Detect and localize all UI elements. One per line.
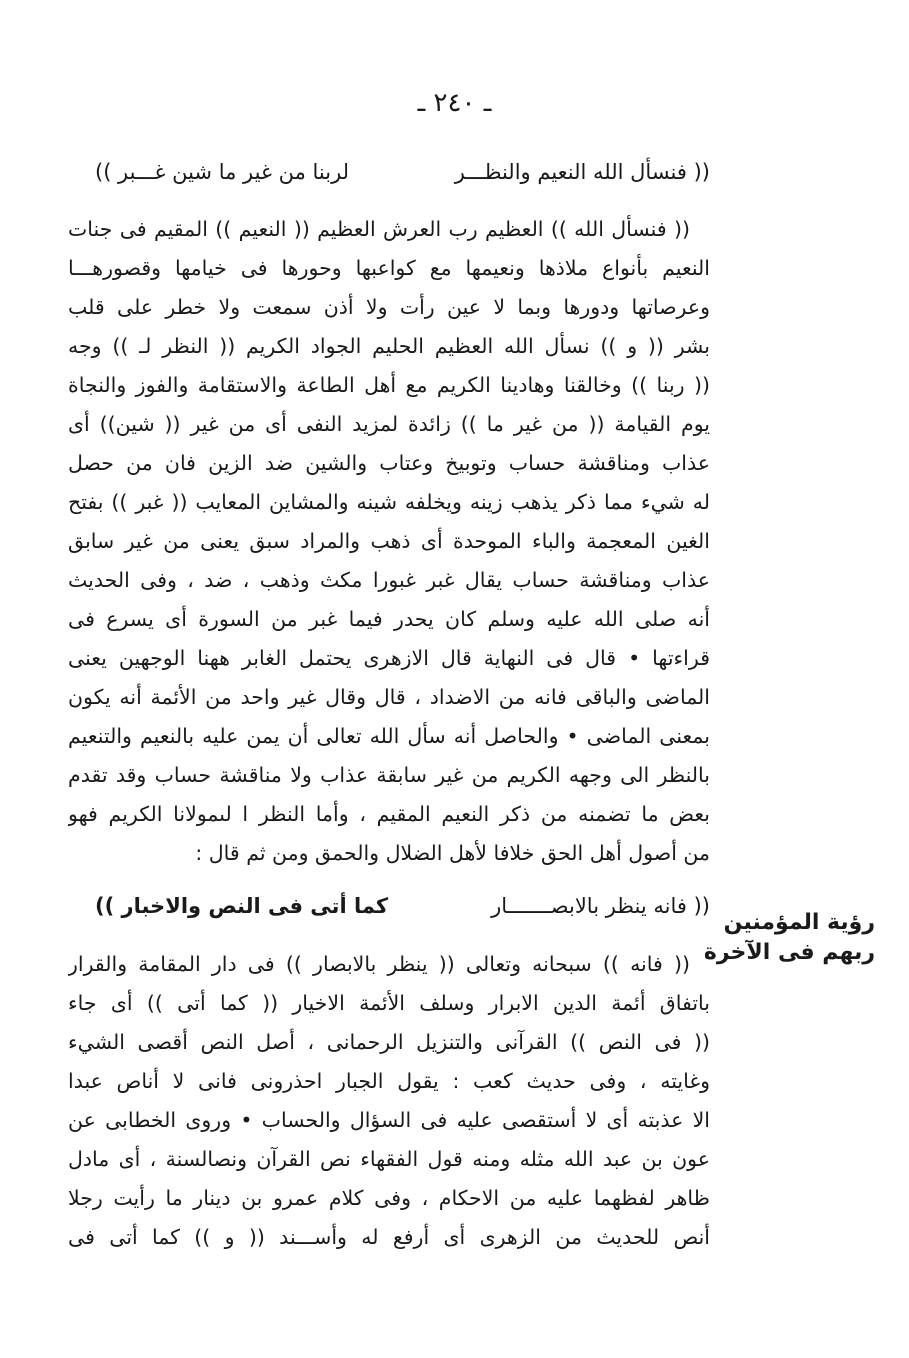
paragraph-line: باتفاق أئمة الدين الابرار وسلف الأئمة الاخيار (( كما أتى )) أى جاء	[68, 991, 710, 1015]
paragraph-line: بمعنى الماضى • والحاصل أنه سأل الله تعالى أن يمن عليه بالنعيم والتنعيم	[68, 724, 710, 748]
paragraph-line: له شيء مما ذكر يذهب زينه ويخلفه شينه والمشاين المعايب (( غبر )) بفتح	[68, 490, 710, 514]
verse-1-first-hemistich: (( فنسأل الله النعيم والنظـــر	[454, 160, 710, 184]
commentary-paragraph-2	[68, 945, 710, 1257]
paragraph-line: الغين المعجمة والباء الموحدة أى ذهب والمراد سبق يعنى من غير سابق	[68, 529, 710, 553]
paragraph-line: ظاهر لفظهما عليه من الاحكام ، وفى كلام عمرو بن دينار ما رأيت رجلا	[68, 1186, 710, 1210]
margin-heading-line: ربهم فى الآخرة	[703, 940, 875, 965]
page-number: ـ ٢٤٠ ـ	[417, 88, 492, 118]
paragraph-line: (( ربنا )) وخالقنا وهادينا الكريم مع أهل الطاعة والاستقامة والفوز والنجاة	[68, 373, 710, 397]
verse-line-2	[95, 886, 710, 926]
paragraph-line: النعيم بأنواع ملاذها ونعيمها مع كواعبها وحورها فى خيامها وقصورهـــا	[68, 256, 710, 280]
paragraph-line: عون بن عبد الله مثله ومنه قول الفقهاء نص القرآن ونصالسنة ، أى مادل	[68, 1147, 710, 1171]
verse-2-first-hemistich: (( فانه ينظر بالابصـــــــار	[491, 894, 710, 918]
verse-line-1	[95, 152, 710, 192]
commentary-paragraph-1	[68, 210, 710, 873]
paragraph-line: أنص للحديث من الزهرى أى أرفع له وأســـند (( و )) كما أتى فى	[68, 1225, 710, 1249]
paragraph-line: قراءتها • قال فى النهاية قال الازهرى يحتمل الغابر ههنا الوجهين يعنى	[68, 646, 710, 670]
paragraph-line: أنه صلى الله عليه وسلم كان يحدر فيما غبر من السورة أى يسرع فى	[68, 607, 710, 631]
paragraph-line: (( فنسأل الله )) العظيم رب العرش العظيم (( النعيم )) المقيم فى جنات	[68, 217, 690, 241]
paragraph-line: (( فى النص )) القرآنى والتنزيل الرحمانى ، أصل النص أقصى الشيء	[68, 1030, 710, 1054]
paragraph-line: عذاب ومناقشة حساب وتوبيخ وعتاب والشين ضد الزين فان من حصل	[68, 451, 710, 475]
paragraph-line: بعض ما تضمنه من ذكر النعيم المقيم ، وأما النظر ا لىمولانا الكريم فهو	[68, 802, 710, 826]
paragraph-line: وغايته ، وفى حديث كعب : يقول الجبار احذرونى فانى لا أناص عبدا	[68, 1069, 710, 1093]
paragraph-line: الا عذبته أى لا أستقصى عليه فى السؤال والحساب • وروى الخطابى عن	[68, 1108, 710, 1132]
paragraph-line: بالنظر الى وجهه الكريم من غير سابقة عذاب ولا مناقشة حساب وقد تقدم	[68, 763, 710, 787]
paragraph-line: من أصول أهل الحق خلافا لأهل الضلال والحمق ومن ثم قال :	[195, 841, 710, 865]
paragraph-line: (( فانه )) سبحانه وتعالى (( ينظر بالابصار )) فى دار المقامة والقرار	[68, 952, 690, 976]
paragraph-line: الماضى والباقى فانه من الاضداد ، قال وقال غير واحد من الأئمة أنه يكون	[68, 685, 710, 709]
verse-2-second-hemistich: كما أتى فى النص والاخبار ))	[95, 894, 389, 918]
paragraph-line: وعرصاتها ودورها وبما لا عين رأت ولا أذن سمعت ولا خطر على قلب	[68, 295, 710, 319]
paragraph-line: عذاب ومناقشة حساب يقال غبر غبورا مكث وذهب ، ضد ، وفى الحديث	[68, 568, 710, 592]
margin-heading-line: رؤية المؤمنين	[723, 910, 875, 935]
margin-heading	[703, 908, 875, 968]
paragraph-line: بشر (( و )) نسأل الله العظيم الحليم الجواد الكريم (( النظر لـ )) وجه	[68, 334, 710, 358]
verse-1-second-hemistich: لربنا من غير ما شين غـــبر ))	[95, 160, 350, 184]
paragraph-line: يوم القيامة (( من غير ما )) زائدة لمزيد النفى أى من غير (( شين)) أى	[68, 412, 710, 436]
